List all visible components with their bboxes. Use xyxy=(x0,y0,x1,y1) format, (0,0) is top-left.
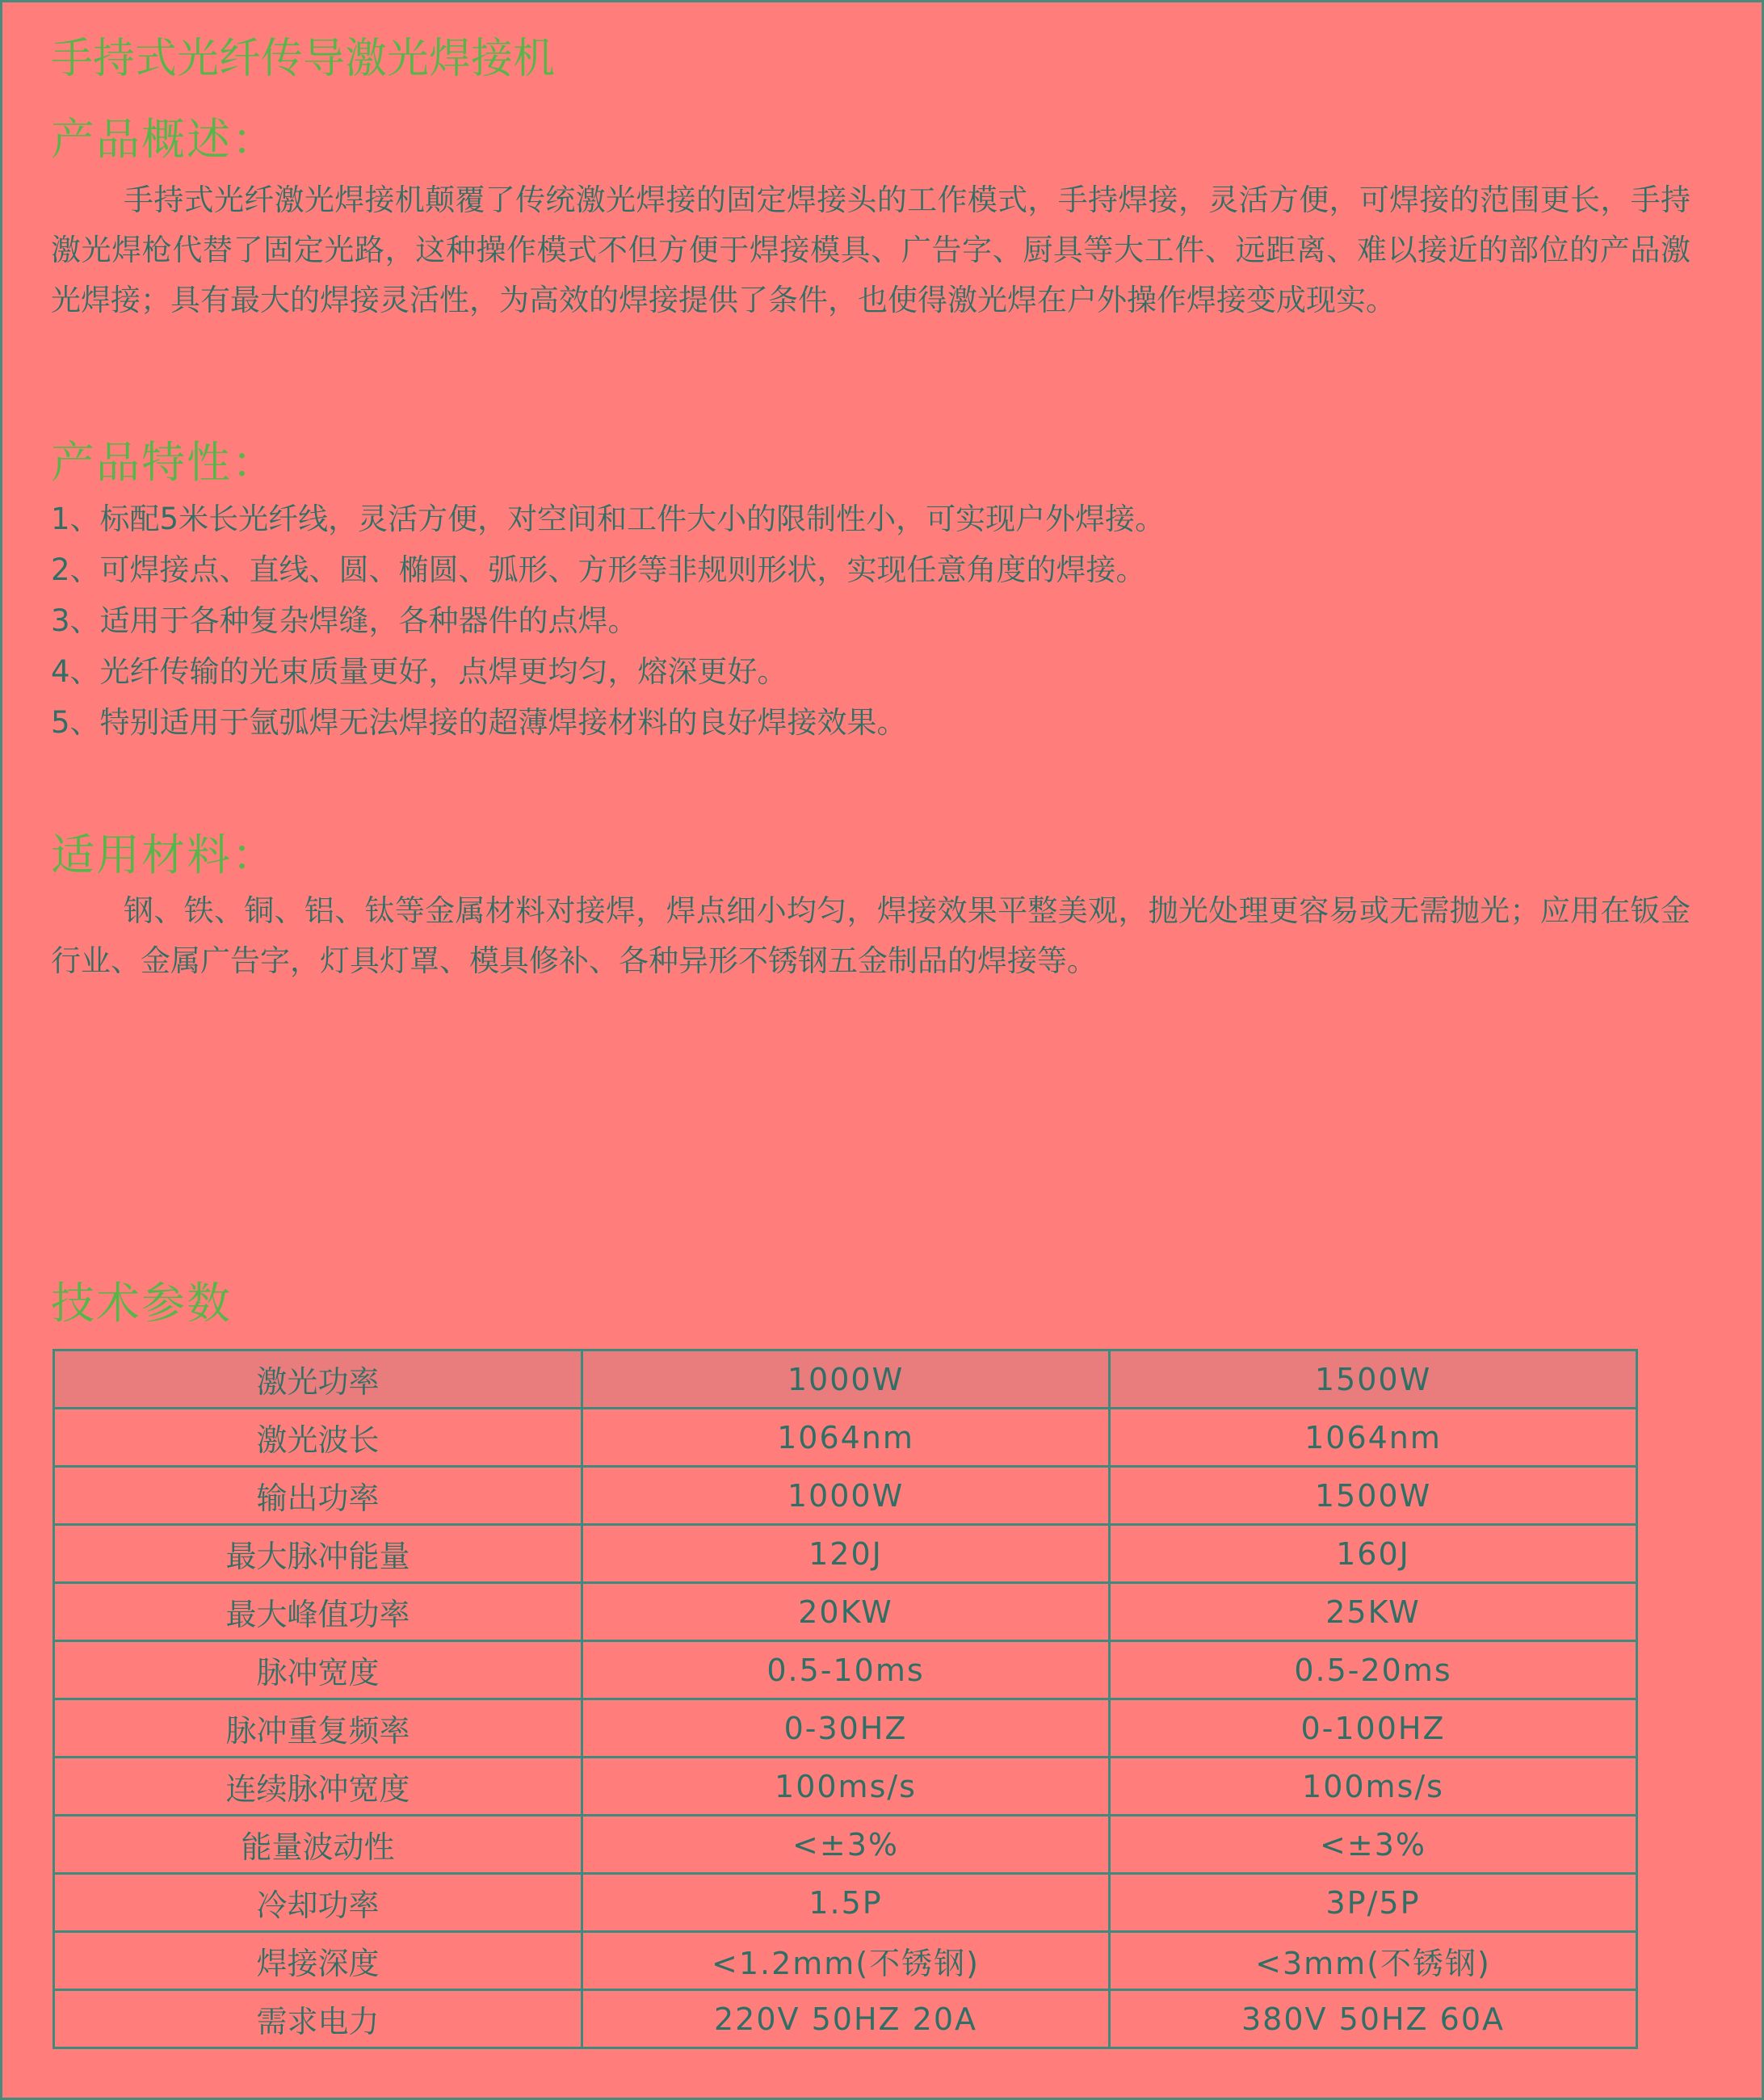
table-row xyxy=(54,1990,1637,2048)
spec-label: 连续脉冲宽度 xyxy=(54,1758,582,1816)
spec-value-1000w: 220V 50HZ 20A xyxy=(582,1990,1110,2048)
materials-heading: 适用材料： xyxy=(51,830,277,880)
table-row xyxy=(54,1758,1637,1816)
spec-value-1500w: <3mm(不锈钢) xyxy=(1110,1932,1637,1990)
features-list xyxy=(51,494,1165,748)
table-row xyxy=(54,1816,1637,1874)
spec-value-1500w: 3P/5P xyxy=(1110,1874,1637,1932)
feature-item-2: 2、可焊接点、直线、圆、椭圆、弧形、方形等非规则形状，实现任意角度的焊接。 xyxy=(51,552,1146,587)
spec-value-1000w: 0-30HZ xyxy=(582,1699,1110,1758)
spec-value-1000w: 1000W xyxy=(582,1350,1110,1409)
table-row xyxy=(54,1350,1637,1409)
page-title: 手持式光纤传导激光焊接机 xyxy=(51,35,556,83)
spec-value-1500w: 1500W xyxy=(1110,1350,1637,1409)
spec-label: 焊接深度 xyxy=(54,1932,582,1990)
table-row xyxy=(54,1409,1637,1467)
spec-label: 激光波长 xyxy=(54,1409,582,1467)
spec-value-1500w: 1064nm xyxy=(1110,1409,1637,1467)
spec-label: 最大脉冲能量 xyxy=(54,1525,582,1583)
spec-value-1500w: 25KW xyxy=(1110,1583,1637,1641)
spec-value-1500w: 380V 50HZ 60A xyxy=(1110,1990,1637,2048)
table-row xyxy=(54,1583,1637,1641)
spec-label: 激光功率 xyxy=(54,1350,582,1409)
features-heading: 产品特性： xyxy=(51,437,277,488)
spec-value-1000w: 1000W xyxy=(582,1467,1110,1525)
spec-label: 输出功率 xyxy=(54,1467,582,1525)
feature-item-3: 3、适用于各种复杂焊缝，各种器件的点焊。 xyxy=(51,603,638,638)
spec-label: 冷却功率 xyxy=(54,1874,582,1932)
table-row xyxy=(54,1467,1637,1525)
materials-text: 钢、铁、铜、铝、钛等金属材料对接焊，焊点细小均匀，焊接效果平整美观，抛光处理更容易或无需抛光；应用在钣金行业、金属广告字，灯具灯罩、模具修补、各种异形不锈钢五金制品的焊接等。 xyxy=(51,893,1690,978)
overview-text: 手持式光纤激光焊接机颠覆了传统激光焊接的固定焊接头的工作模式，手持焊接，灵活方便，可焊接的范围更长，手持激光焊枪代替了固定光路，这种操作模式不但方便于焊接模具、广告字、厨具等大工件、远距离、难以接近的部位的产品激光焊接；具有最大的焊接灵活性，为高效的焊接提供了条件，也使得激光焊在户外操作焊接变成现实。 xyxy=(51,183,1690,317)
spec-value-1000w: <1.2mm(不锈钢) xyxy=(582,1932,1110,1990)
table-row xyxy=(54,1641,1637,1699)
spec-value-1000w: 120J xyxy=(582,1525,1110,1583)
feature-item-5: 5、特别适用于氩弧焊无法焊接的超薄焊接材料的良好焊接效果。 xyxy=(51,705,907,740)
spec-value-1500w: <±3% xyxy=(1110,1816,1637,1874)
table-row xyxy=(54,1699,1637,1758)
spec-value-1000w: 1.5P xyxy=(582,1874,1110,1932)
spec-value-1500w: 0-100HZ xyxy=(1110,1699,1637,1758)
spec-label: 脉冲重复频率 xyxy=(54,1699,582,1758)
spec-value-1500w: 160J xyxy=(1110,1525,1637,1583)
feature-item-1: 1、标配5米长光纤线，灵活方便，对空间和工件大小的限制性小，可实现户外焊接。 xyxy=(51,502,1166,536)
spec-value-1000w: 0.5-10ms xyxy=(582,1641,1110,1699)
tech-specs-heading: 技术参数 xyxy=(51,1278,232,1329)
spec-value-1000w: 100ms/s xyxy=(582,1758,1110,1816)
table-row xyxy=(54,1525,1637,1583)
overview-heading: 产品概述： xyxy=(51,114,277,165)
spec-value-1500w: 0.5-20ms xyxy=(1110,1641,1637,1699)
table-row xyxy=(54,1874,1637,1932)
spec-value-1000w: 20KW xyxy=(582,1583,1110,1641)
tech-specs-table xyxy=(52,1349,1638,2049)
table-row xyxy=(54,1932,1637,1990)
spec-label: 最大峰值功率 xyxy=(54,1583,582,1641)
spec-label: 脉冲宽度 xyxy=(54,1641,582,1699)
spec-label: 需求电力 xyxy=(54,1990,582,2048)
spec-value-1500w: 100ms/s xyxy=(1110,1758,1637,1816)
spec-value-1500w: 1500W xyxy=(1110,1467,1637,1525)
spec-value-1000w: <±3% xyxy=(582,1816,1110,1874)
feature-item-4: 4、光纤传输的光束质量更好，点焊更均匀，熔深更好。 xyxy=(51,654,788,689)
spec-label: 能量波动性 xyxy=(54,1816,582,1874)
spec-value-1000w: 1064nm xyxy=(582,1409,1110,1467)
